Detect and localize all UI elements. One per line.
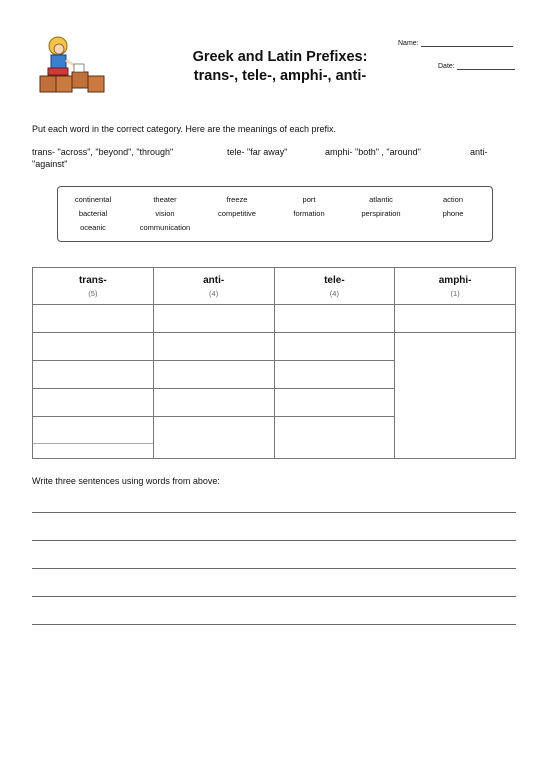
answer-cell-trans[interactable] <box>33 305 154 333</box>
column-label: tele- <box>324 275 345 286</box>
column-header-tele <box>274 268 395 305</box>
meaning-amphi: amphi- "both" , "around" <box>325 147 421 157</box>
meaning-tele: tele- "far away" <box>227 147 288 157</box>
column-count: (4) <box>209 289 219 298</box>
column-header-amphi <box>395 268 516 305</box>
word-bank-item: freeze <box>226 195 248 204</box>
word-bank-item: formation <box>293 209 325 218</box>
amphi-empty-area <box>395 333 516 459</box>
word-bank-item: phone <box>442 209 464 218</box>
meaning-trans: trans- "across", "beyond", "through" <box>32 147 174 157</box>
writing-line[interactable] <box>32 512 516 513</box>
date-line[interactable] <box>457 61 515 70</box>
column-count: (5) <box>88 289 98 298</box>
answer-cell-amphi[interactable] <box>395 305 516 333</box>
page-subtitle: trans-, tele-, amphi-, anti- <box>193 68 367 84</box>
answer-cell-anti[interactable] <box>153 361 274 389</box>
date-field[interactable] <box>438 61 515 70</box>
column-count: (1) <box>450 289 460 298</box>
page-title: Greek and Latin Prefixes: <box>192 49 368 65</box>
word-bank-item: continental <box>74 195 112 204</box>
answer-cell-tele[interactable] <box>274 361 395 389</box>
word-bank-item: vision <box>155 209 175 218</box>
answer-cell-anti[interactable] <box>153 305 274 333</box>
tele-empty-area <box>274 417 395 459</box>
instructions-text: Put each word in the correct category. Here are the meanings of each prefix. <box>32 124 336 134</box>
word-bank-item: communication <box>139 223 191 232</box>
answer-cell-trans[interactable] <box>33 389 154 417</box>
date-label: Date: <box>438 63 455 70</box>
name-field[interactable] <box>398 38 513 47</box>
student-illustration-icon <box>38 32 108 102</box>
word-bank-item: action <box>442 195 463 204</box>
answer-cell-tele[interactable] <box>274 305 395 333</box>
writing-line[interactable] <box>32 624 516 625</box>
writing-line[interactable] <box>32 540 516 541</box>
name-line[interactable] <box>421 38 513 47</box>
writing-line[interactable] <box>32 596 516 597</box>
column-header-anti <box>153 268 274 305</box>
answer-cell-trans[interactable] <box>33 333 154 361</box>
word-bank-item: competitive <box>218 209 256 218</box>
name-label: Name: <box>398 40 419 47</box>
sentences-prompt: Write three sentences using words from above: <box>32 476 220 486</box>
column-label: amphi- <box>438 275 472 286</box>
word-bank-item: oceanic <box>80 223 106 232</box>
column-label: trans- <box>78 275 107 286</box>
word-bank-item: perspiration <box>361 209 401 218</box>
word-bank-item: atlantic <box>369 195 393 204</box>
column-count: (4) <box>329 289 339 298</box>
answer-cell-tele[interactable] <box>274 389 395 417</box>
meaning-anti-continued: "against" <box>32 159 68 169</box>
column-label: anti- <box>203 275 225 286</box>
answer-cell-trans-last[interactable] <box>33 417 154 459</box>
writing-line[interactable] <box>32 568 516 569</box>
answer-cell-anti[interactable] <box>153 389 274 417</box>
sorting-table <box>32 267 516 459</box>
column-header-trans <box>33 268 154 305</box>
answer-cell-anti[interactable] <box>153 333 274 361</box>
answer-cell-trans[interactable] <box>33 361 154 389</box>
answer-cell-tele[interactable] <box>274 333 395 361</box>
meaning-anti: anti- <box>470 147 488 157</box>
anti-empty-area <box>153 417 274 459</box>
word-bank-item: bacterial <box>78 209 108 218</box>
word-bank-item: theater <box>153 195 177 204</box>
word-bank-item: port <box>302 195 316 204</box>
answer-cell-trans[interactable] <box>33 417 153 444</box>
